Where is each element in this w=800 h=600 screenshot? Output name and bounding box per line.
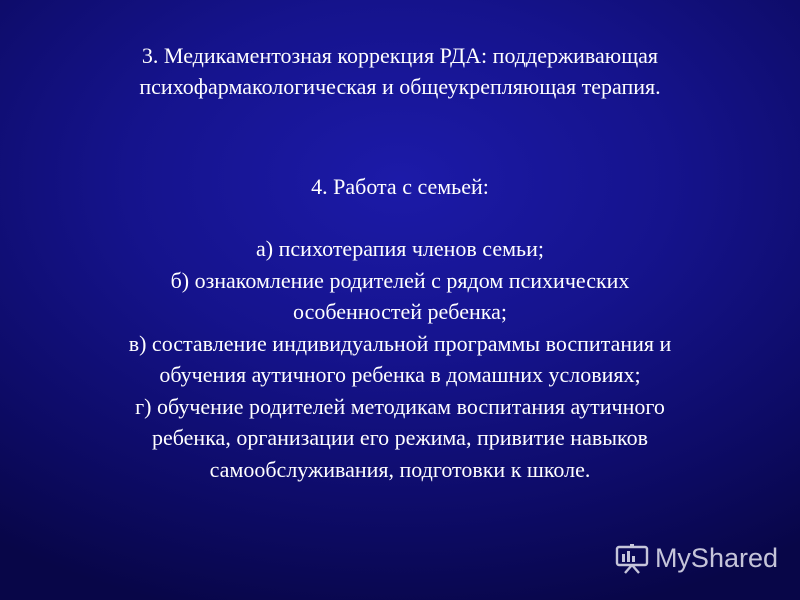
- list-line: ребенка, организации его режима, привитие навыков: [152, 425, 648, 450]
- list-line: г) обучение родителей методикам воспитания аутичного: [135, 393, 665, 419]
- presentation-board-icon: [615, 544, 649, 574]
- family-work-list: [40, 233, 760, 485]
- list-line: а) психотерапия членов семьи;: [256, 236, 544, 261]
- myshared-watermark: [615, 543, 778, 574]
- list-line: б) ознакомление родителей с рядом психических: [170, 267, 630, 293]
- list-line: самообслуживания, подготовки к школе.: [209, 456, 591, 482]
- medication-paragraph: [40, 40, 760, 102]
- list-line: обучения аутичного ребенка в домашних условиях;: [159, 362, 641, 387]
- text-line: психофармакологическая и общеукрепляющая терапия.: [139, 74, 661, 99]
- text-line: 3. Медикаментозная коррекция РДА: поддерживающая: [141, 43, 659, 68]
- family-work-heading: 4. Работа с семьей:: [311, 174, 489, 199]
- list-line: в) составление индивидуальной программы воспитания и: [128, 330, 672, 356]
- list-line: особенностей ребенка;: [293, 299, 507, 324]
- watermark-text: MyShared: [654, 543, 778, 573]
